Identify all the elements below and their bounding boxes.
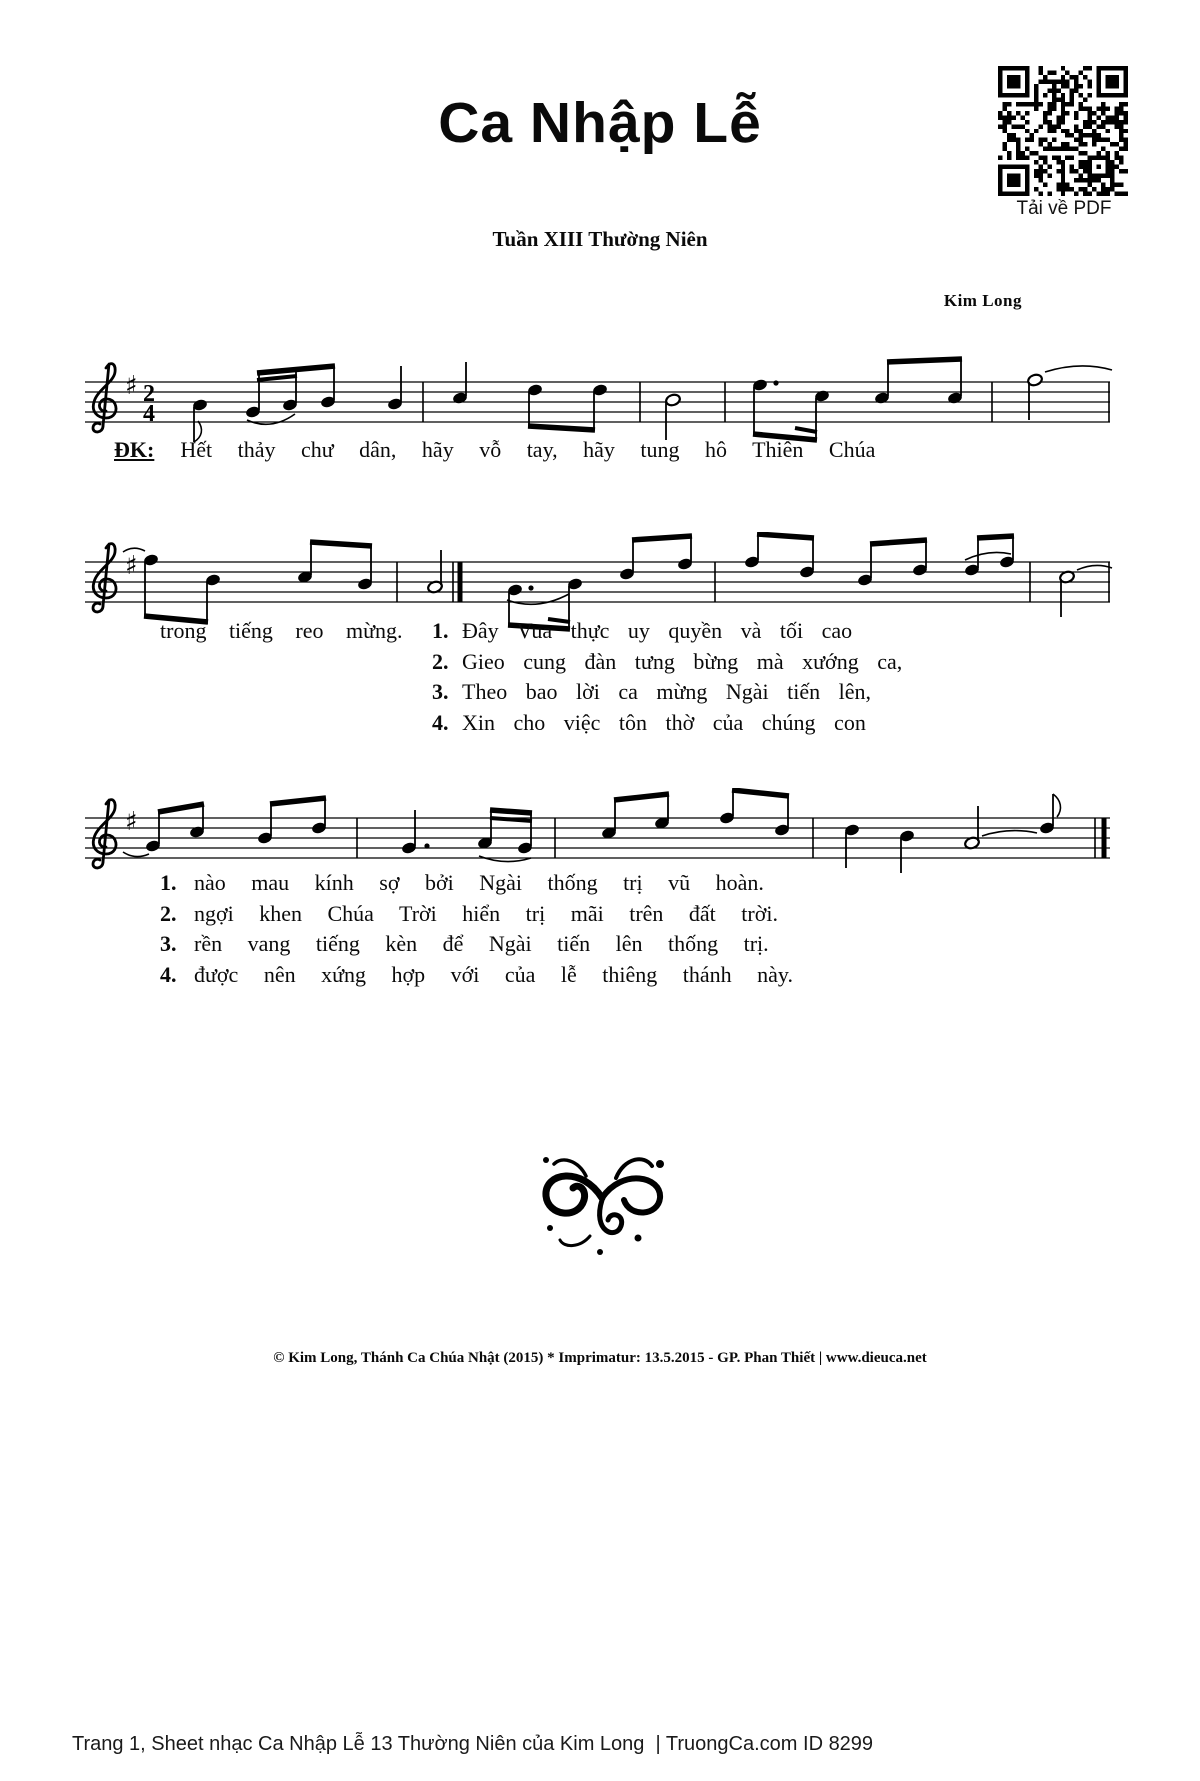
verse-text: nào mau kính sợ bởi Ngài thống trị vũ hoàn. [194,870,764,895]
verse-number: 3. [432,679,449,704]
verse-text: Đây Vua thực uy quyền và tối cao [462,618,853,643]
verse-a-row-2 [160,649,980,680]
page-title: Ca Nhập Lễ [438,91,762,155]
sharp-icon: ♯ [125,807,138,837]
svg-text:2: 2 [143,381,155,407]
time-signature [143,381,155,427]
verse-block-b [160,870,960,992]
verse-text: ngợi khen Chúa Trời hiển trị mãi trên đất trời. [194,900,778,926]
refrain-text: Hết thảy chư dân, hãy vỗ tay, hãy tung hô Thiên Chúa [180,437,876,462]
copyright-line: © Kim Long, Thánh Ca Chúa Nhật (2015) * Imprimatur: 13.5.2015 - GP. Phan Thiết | www.dieuca.net [273,1350,927,1366]
verse-a-row-4 [160,710,980,741]
verse-b-row-1 [160,870,960,901]
verse-b-row-4 [160,962,960,993]
download-pdf-link[interactable]: Tải về PDF [1016,198,1112,219]
svg-text:4: 4 [143,401,155,427]
verse-a-row-1 [160,618,980,649]
song-subtitle: Tuần XIII Thường Niên [492,227,708,251]
sharp-icon: ♯ [125,551,138,581]
composer-name: Kim Long [943,291,1022,310]
qr-code-icon[interactable] [998,66,1128,196]
verse-number: 4. [432,709,449,735]
verse-number: 2. [160,900,177,926]
notes-system-1 [192,359,1112,442]
page-footer: Trang 1, Sheet nhạc Ca Nhập Lễ 13 Thường Niên của Kim Long | TruongCa.com ID 8299 [72,1733,874,1755]
verse-block-a [160,618,980,740]
refrain-lyrics [114,437,966,463]
decorative-flourish-icon [0,1140,1200,1270]
sharp-icon: ♯ [125,371,138,401]
refrain-label: ĐK: [114,437,155,462]
verse-number: 1. [432,618,449,643]
refrain-continuation: trong tiếng reo mừng. [160,618,403,643]
verse-number: 2. [432,648,449,674]
verse-text: Gieo cung đàn tưng bừng mà xướng ca, [462,648,903,674]
staff-lines [85,562,1110,602]
verse-a-row-3 [160,679,980,710]
verse-number: 4. [160,961,177,987]
verse-text: được nên xứng hợp với của lễ thiêng thánh này. [194,961,793,987]
verse-b-row-2 [160,901,960,932]
qr-download-block[interactable] [998,66,1130,220]
verse-number: 3. [160,931,177,956]
verse-b-row-3 [160,931,960,962]
verse-text: rền vang tiếng kèn để Ngài tiến lên thống trị. [194,931,769,956]
verse-text: Theo bao lời ca mừng Ngài tiến lên, [462,679,872,704]
notes-system-3 [123,790,1104,873]
verse-text: Xin cho việc tôn thờ của chúng con [462,709,866,735]
verse-number: 1. [160,870,177,895]
staff-lines [85,818,1110,858]
